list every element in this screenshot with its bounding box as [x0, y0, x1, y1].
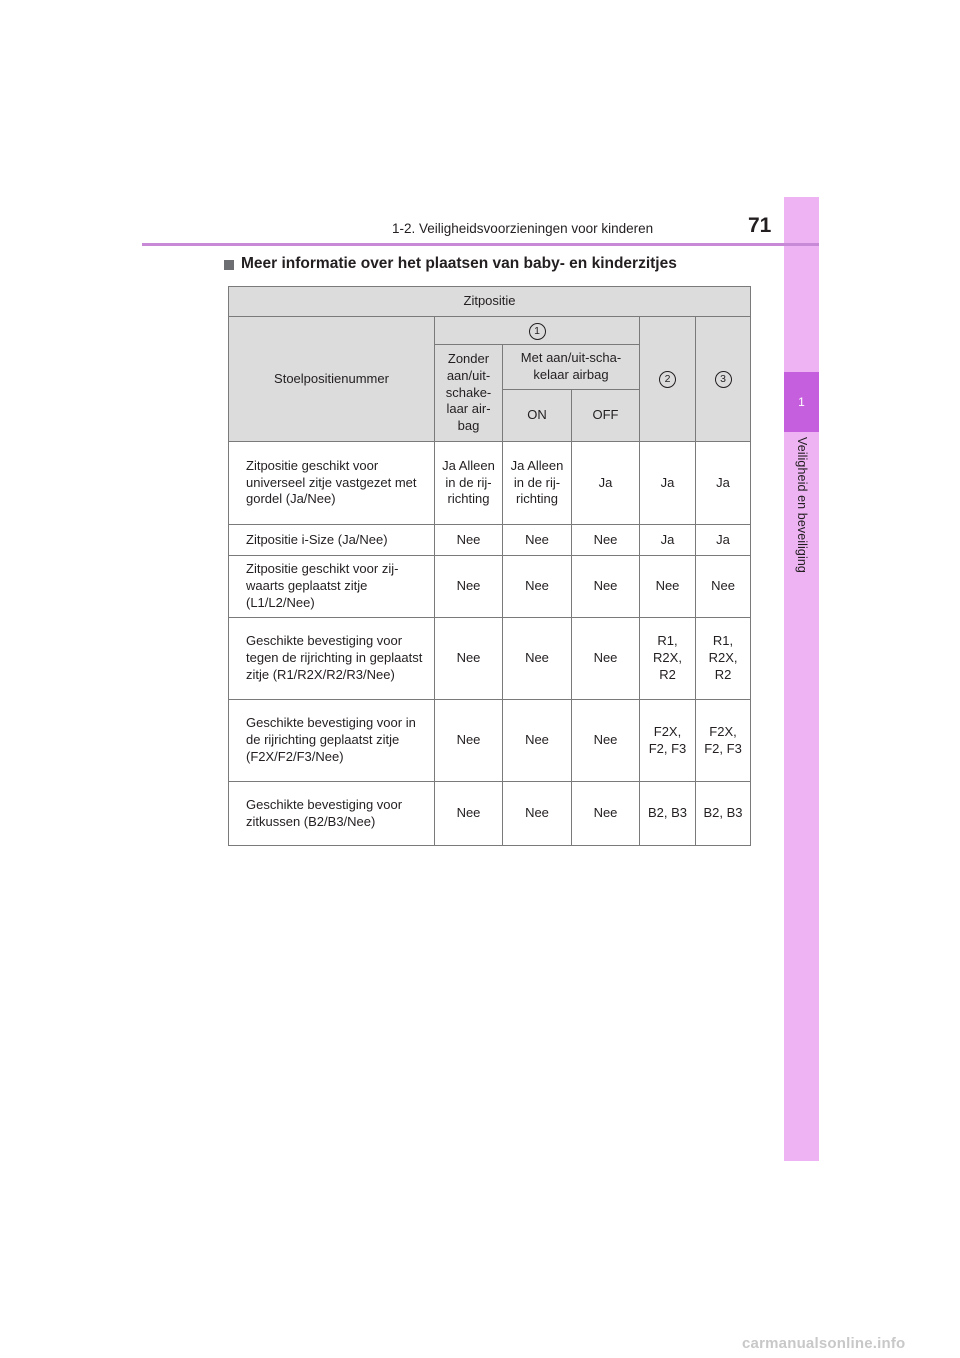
table-cell: Nee [572, 700, 640, 782]
table-cell: Nee [503, 782, 572, 846]
row-label: Geschikte bevestiging voor in de rijrichting geplaatst zitje (F2X/F2/F3/Nee) [229, 700, 435, 782]
table-cell: Nee [572, 556, 640, 618]
table-cell: Ja Alleen in de rij-richting [503, 442, 572, 525]
table-cell: Nee [503, 525, 572, 556]
table-cell: Nee [572, 525, 640, 556]
table-cell: Ja [640, 442, 696, 525]
chapter-tab-label: Veiligheid en beveiliging [795, 437, 809, 573]
table-header-position-1 [435, 317, 640, 345]
table-cell: Nee [503, 556, 572, 618]
table-header-on: ON [503, 390, 572, 442]
table-cell: R1, R2X, R2 [640, 618, 696, 700]
table-header-zonder-schakelaar: Zonder aan/uit-schake-laar air-bag [435, 345, 503, 442]
table-cell: Nee [435, 782, 503, 846]
table-row [229, 700, 751, 782]
table-cell: R1, R2X, R2 [696, 618, 751, 700]
circled-number-1: 1 [529, 323, 546, 340]
row-label: Geschikte bevestiging voor tegen de rijrichting in geplaatst zitje (R1/R2X/R2/R3/Nee) [229, 618, 435, 700]
row-label: Geschikte bevestiging voor zitkussen (B2/B3/Nee) [229, 782, 435, 846]
table-header-position-2 [640, 317, 696, 442]
chapter-tab-number[interactable]: 1 [784, 372, 819, 432]
table-cell: F2X, F2, F3 [696, 700, 751, 782]
table-cell: Ja Alleen in de rij-richting [435, 442, 503, 525]
table-cell: Nee [435, 525, 503, 556]
table-cell: Nee [640, 556, 696, 618]
table-cell: Nee [572, 618, 640, 700]
side-tab [784, 197, 819, 1161]
table-row [229, 442, 751, 525]
table-row [229, 556, 751, 618]
table-row [229, 525, 751, 556]
seat-compatibility-table [228, 286, 751, 846]
table-header-zitpositie: Zitpositie [229, 287, 751, 317]
table-cell: Nee [435, 556, 503, 618]
table-header-position-3 [696, 317, 751, 442]
table-cell: Nee [503, 700, 572, 782]
running-header: 1-2. Veiligheidsvoorzieningen voor kinderen [392, 221, 654, 236]
table-cell: F2X, F2, F3 [640, 700, 696, 782]
table-cell: Nee [435, 700, 503, 782]
table-cell: Nee [572, 782, 640, 846]
table-cell: Ja [696, 442, 751, 525]
table-cell: B2, B3 [640, 782, 696, 846]
table-header-off: OFF [572, 390, 640, 442]
row-label: Zitpositie geschikt voor universeel zitje vastgezet met gordel (Ja/Nee) [229, 442, 435, 525]
table-row [229, 618, 751, 700]
table-row [229, 782, 751, 846]
header-rule [142, 243, 819, 246]
table-cell: Ja [696, 525, 751, 556]
circled-number-3: 3 [715, 371, 732, 388]
table-header-met-schakelaar: Met aan/uit-scha-kelaar airbag [503, 345, 640, 390]
page-number: 71 [748, 214, 772, 237]
table-cell: B2, B3 [696, 782, 751, 846]
table-cell: Nee [696, 556, 751, 618]
table-cell: Ja [572, 442, 640, 525]
table-cell: Ja [640, 525, 696, 556]
square-bullet-icon [224, 260, 234, 270]
row-label: Zitpositie i-Size (Ja/Nee) [229, 525, 435, 556]
row-label: Zitpositie geschikt voor zij-waarts geplaatst zitje (L1/L2/Nee) [229, 556, 435, 618]
table-cell: Nee [503, 618, 572, 700]
section-heading-text: Meer informatie over het plaatsen van baby- en kinderzitjes [241, 255, 677, 272]
table-cell: Nee [435, 618, 503, 700]
watermark: carmanualsonline.info [742, 1335, 906, 1352]
section-heading [224, 255, 677, 273]
circled-number-2: 2 [659, 371, 676, 388]
table-header-stoelpositienummer: Stoelpositienummer [229, 317, 435, 442]
